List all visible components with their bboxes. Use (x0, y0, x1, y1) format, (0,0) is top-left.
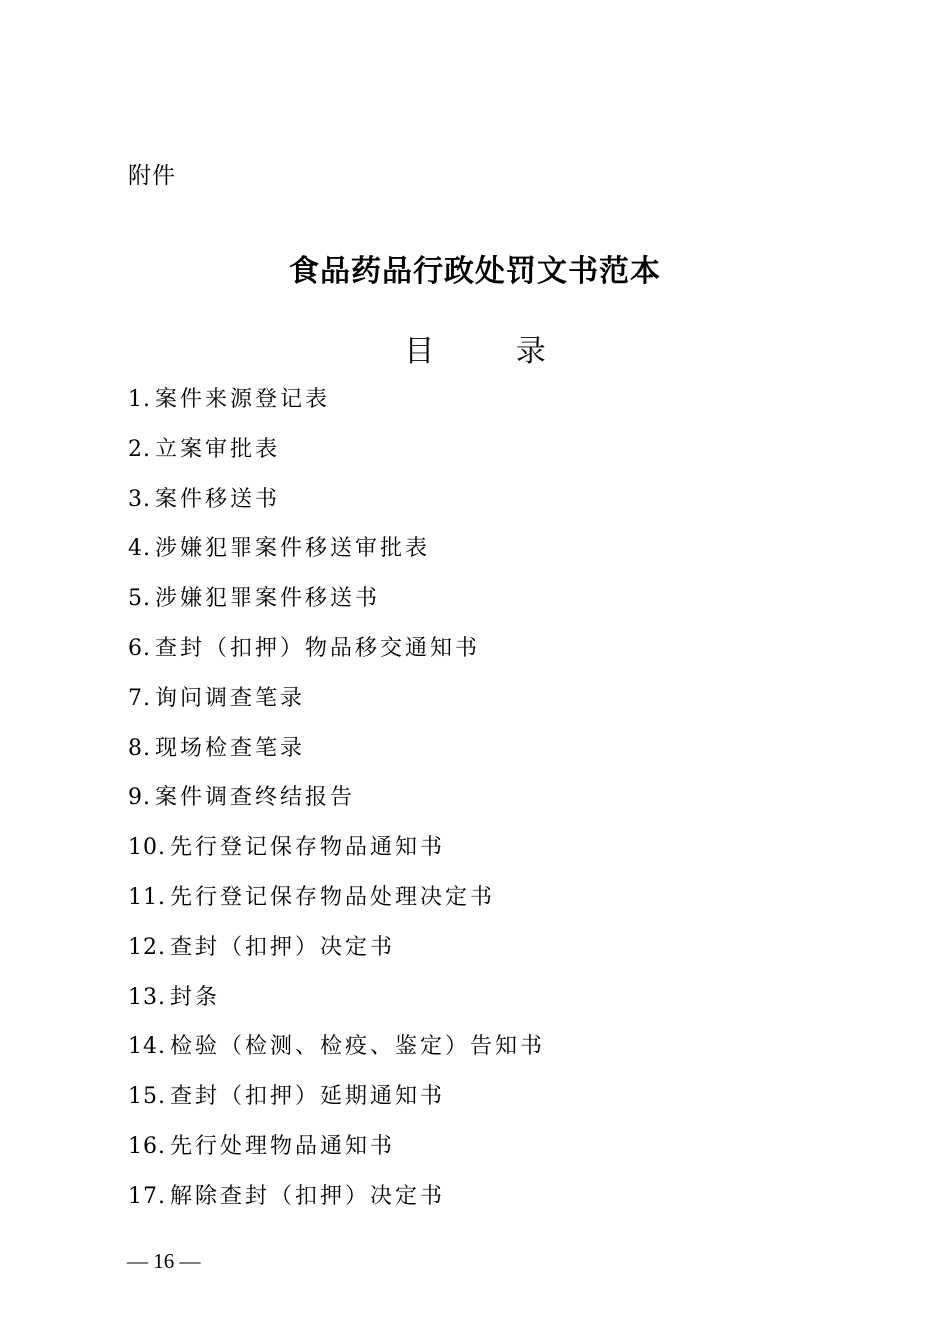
toc-item-number: 7. (128, 685, 151, 711)
toc-item-number: 3. (128, 486, 151, 512)
table-of-contents (128, 382, 545, 1229)
toc-item-text: 先行登记保存物品处理决定书 (170, 884, 496, 910)
toc-item-text: 先行处理物品通知书 (170, 1133, 396, 1159)
toc-item-number: 11. (128, 884, 166, 910)
toc-item (128, 1129, 545, 1179)
toc-item-number: 6. (128, 635, 151, 661)
toc-item (128, 681, 545, 731)
toc-item (128, 980, 545, 1030)
toc-item-number: 12. (128, 934, 166, 960)
toc-item (128, 880, 545, 930)
toc-item-text: 案件移送书 (155, 486, 281, 512)
toc-item-text: 解除查封（扣押）决定书 (170, 1183, 446, 1209)
toc-item-text: 查封（扣押）延期通知书 (170, 1084, 446, 1110)
toc-item (128, 731, 545, 781)
toc-item-text: 立案审批表 (155, 436, 281, 462)
toc-item-number: 10. (128, 835, 166, 861)
toc-item-number: 15. (128, 1084, 166, 1110)
toc-item (128, 432, 545, 482)
page-number: — 16 — (127, 1249, 201, 1273)
toc-item-text: 案件来源登记表 (155, 387, 331, 412)
toc-item (128, 382, 545, 432)
toc-item-number: 13. (128, 984, 166, 1010)
toc-item-number: 17. (128, 1183, 166, 1209)
toc-item (128, 780, 545, 830)
toc-item (128, 930, 545, 980)
toc-item (128, 830, 545, 880)
toc-item-text: 涉嫌犯罪案件移送书 (155, 586, 381, 612)
toc-item-text: 询问调查笔录 (155, 685, 306, 711)
toc-item-text: 涉嫌犯罪案件移送审批表 (155, 536, 431, 562)
toc-heading: 目 录 (404, 334, 582, 369)
toc-item (128, 1179, 545, 1229)
toc-item-number: 2. (128, 436, 151, 462)
toc-item-text: 检验（检测、检疫、鉴定）告知书 (170, 1034, 546, 1060)
toc-item (128, 1029, 545, 1079)
toc-item (128, 531, 545, 581)
toc-item-number: 1. (128, 387, 151, 412)
toc-item-text: 查封（扣押）决定书 (170, 934, 396, 960)
document-title: 食品药品行政处罚文书范本 (289, 254, 661, 289)
toc-item (128, 581, 545, 631)
toc-item-number: 9. (128, 785, 151, 811)
toc-item-text: 案件调查终结报告 (155, 785, 356, 811)
toc-item (128, 1079, 545, 1129)
toc-item-number: 8. (128, 735, 151, 761)
toc-item (128, 631, 545, 681)
toc-item-text: 查封（扣押）物品移交通知书 (155, 635, 481, 661)
attachment-label: 附件 (128, 163, 176, 189)
toc-item (128, 482, 545, 532)
toc-item-number: 16. (128, 1133, 166, 1159)
toc-item-text: 先行登记保存物品通知书 (170, 835, 446, 861)
toc-item-number: 4. (128, 536, 151, 562)
toc-item-number: 14. (128, 1034, 166, 1060)
toc-item-text: 封条 (170, 984, 221, 1010)
toc-item-text: 现场检查笔录 (155, 735, 306, 761)
toc-item-number: 5. (128, 586, 151, 612)
